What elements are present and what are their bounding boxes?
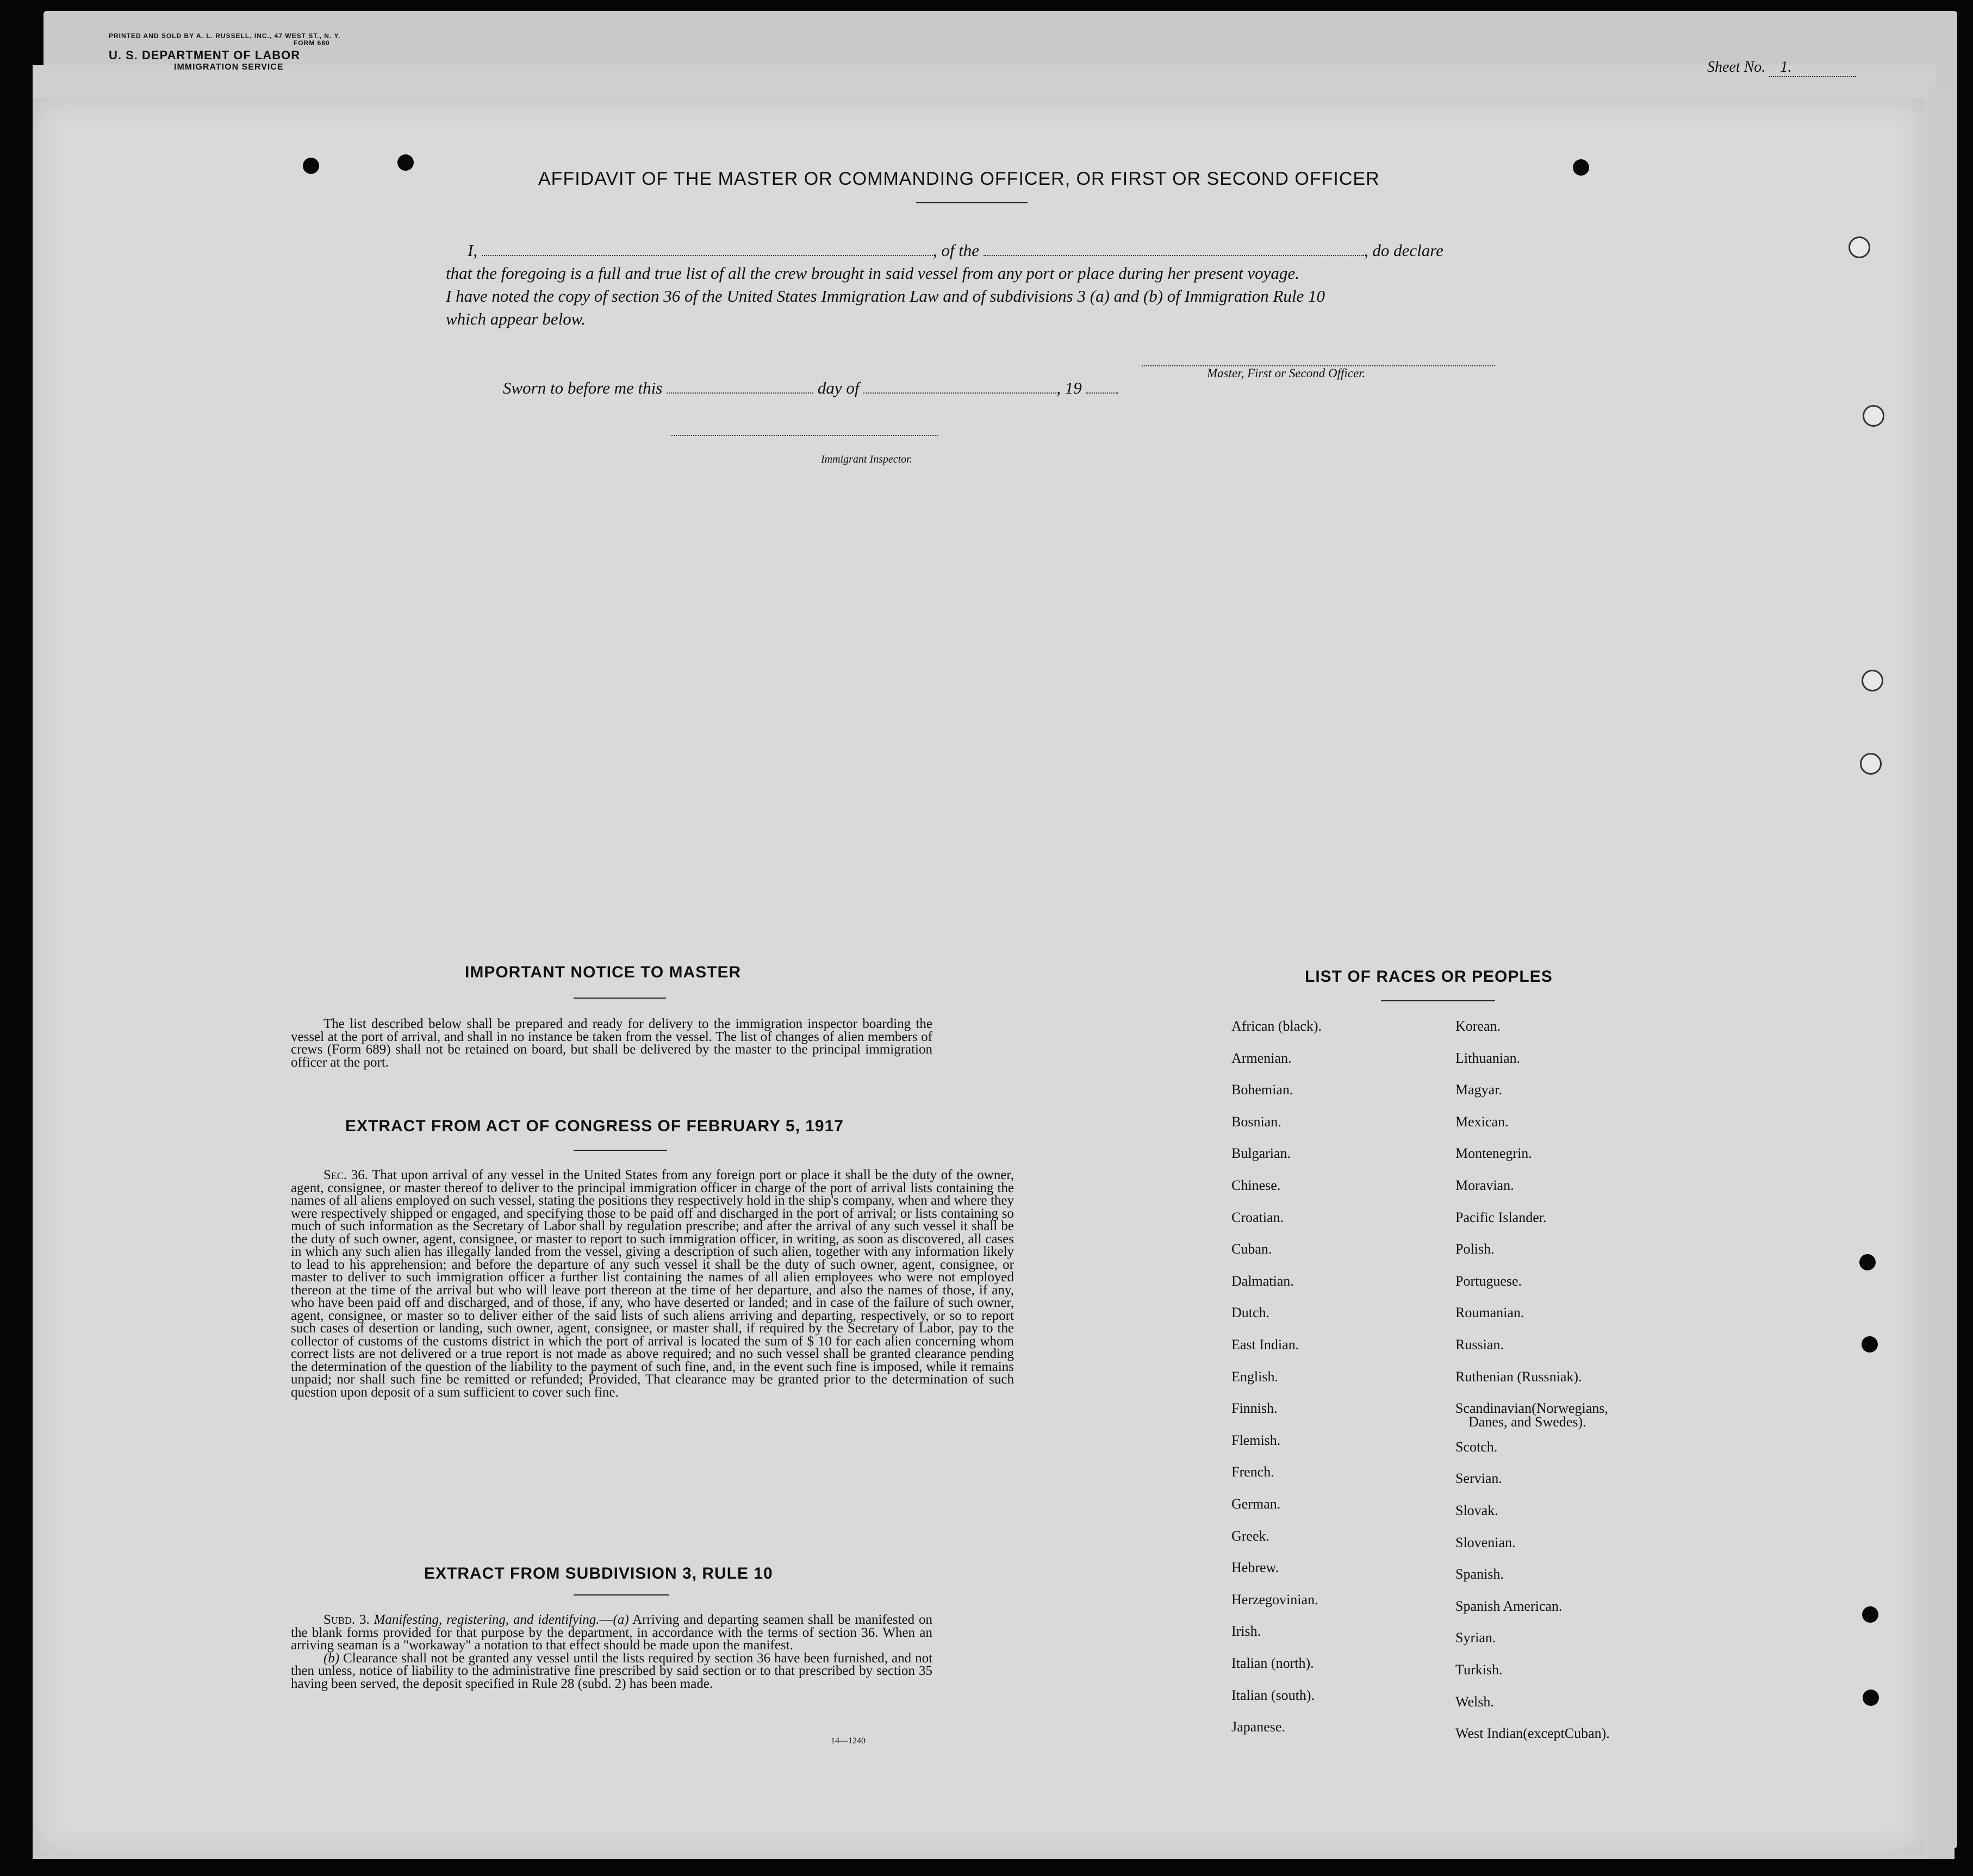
sheet-number-value: 1. <box>1769 59 1856 77</box>
punch-hole <box>1859 1254 1876 1270</box>
race-item: Dalmatian. <box>1231 1273 1294 1289</box>
form-code: 14—1240 <box>831 1736 866 1746</box>
race-item: African (black). <box>1231 1018 1322 1034</box>
signature-caption: Master, First or Second Officer. <box>1207 366 1366 380</box>
affidavit-line-2: that the foregoing is a full and true list of all the crew brought in said vessel from any port or place during her present voyage. <box>446 264 1299 283</box>
act-body: That upon arrival of any vessel in the United States from any foreign port or place it shall be the duty of the owner, agent, consignee, or master thereof to deliver to the principal immigration officer in charge of the port of arrival lists containing the names of all aliens employed on such vessel, stating the positions they respectively hold in the ship's company, when and where they were respectively shipped or engaged, and specifying those to be paid off and discharged in the port of arrival; or lists containing so much of such information as the Secretary of Labor shall by regulation prescribe; and after the arrival of any such vessel it shall be the duty of such owner, agent, consignee, or master to report to such immigration officer, in writing, as soon as discovered, all cases in which any such alien has illegally landed from the vessel, giving a description of such alien, together with any information likely to lead to his apprehension; and before the departure of any such vessel it shall be the duty of such owner, agent, consignee, or master to deliver to such immigration officer a further list containing the names of all alien employees who were not employed thereon at the time of the arrival but who will leave port thereon at the time of her departure, and also the names of those, if any, who have been paid off and discharged, and of those, if any, who have deserted or landed; and in case of the failure of such owner, agent, consignee, or master so to deliver either of the said lists of such aliens arriving and departing, respectively, or so to report such cases of desertion or landing, such owner, agent, consignee, or master shall, if required by the Secretary of Labor, pay to the collector of customs of the customs district in which the port of arrival is located the sum of $ 10 for each alien concerning whom correct lists are not delivered or a true report is not made as above required; and no such vessel shall be granted clearance pending the determination of the question of the liability to the payment of such fine, and, in the event such fine is imposed, while it remains unpaid; nor shall such fine be remitted or refunded; Provided, That clearance may be granted prior to the determination of such question upon deposit of a sum sufficient to cover such fine. <box>291 1168 1014 1400</box>
divider <box>574 998 666 999</box>
form-page <box>33 98 1925 1856</box>
service-name: IMMIGRATION SERVICE <box>174 62 284 72</box>
race-item: Turkish. <box>1455 1662 1503 1678</box>
race-item: Russian. <box>1455 1337 1504 1353</box>
year-label: , 19 <box>1056 378 1082 397</box>
race-item: Italian (north). <box>1231 1655 1314 1671</box>
race-item: Dutch. <box>1231 1305 1270 1321</box>
race-item: Hebrew. <box>1231 1560 1279 1576</box>
race-item: Polish. <box>1455 1241 1495 1257</box>
binder-ring <box>1860 753 1882 775</box>
affidavit-text <box>446 239 1495 331</box>
name-blank <box>482 255 933 256</box>
race-item: Cuban. <box>1231 1241 1272 1257</box>
race-item: Italian (south). <box>1231 1687 1315 1703</box>
race-item: Welsh. <box>1455 1693 1494 1710</box>
divider <box>574 1150 667 1151</box>
divider <box>574 1594 669 1595</box>
affidavit-of-the: , of the <box>932 241 980 260</box>
race-item: Montenegrin. <box>1455 1145 1532 1162</box>
race-item: Bohemian. <box>1231 1082 1293 1098</box>
race-item: Syrian. <box>1455 1630 1496 1646</box>
binder-ring <box>1848 236 1870 258</box>
punch-hole <box>1862 1336 1878 1353</box>
binder-ring <box>1862 670 1883 691</box>
race-item: Lithuanian. <box>1455 1050 1521 1066</box>
race-item: Ruthenian (Russniak). <box>1455 1368 1582 1385</box>
sworn-line <box>503 378 1118 398</box>
divider <box>916 202 1028 203</box>
inspector-caption: Immigrant Inspector. <box>821 453 912 465</box>
year-blank <box>1086 392 1118 394</box>
printer-line: PRINTED AND SOLD BY A. L. RUSSELL, INC., 47 WEST ST., N. Y. <box>109 32 341 40</box>
act-text <box>291 1169 1014 1399</box>
race-item: Servian. <box>1455 1470 1502 1487</box>
affidavit-title: AFFIDAVIT OF THE MASTER OR COMMANDING OFFICER, OR FIRST OR SECOND OFFICER <box>538 169 1380 189</box>
form-header <box>109 33 598 72</box>
race-item: Mexican. <box>1455 1113 1509 1130</box>
race-item: Spanish American. <box>1455 1598 1563 1614</box>
race-item: West Indian(exceptCuban). <box>1455 1725 1610 1742</box>
rule-heading: Manifesting, registering, and identifying. <box>374 1612 600 1627</box>
affidavit-line-3: I have noted the copy of section 36 of the United States Immigration Law and of subdivisions 3 (a) and (b) of Immigration Rule 10 <box>446 286 1325 306</box>
race-item: Armenian. <box>1231 1050 1292 1066</box>
rule-a-label: (a) <box>613 1612 629 1627</box>
race-item: Pacific Islander. <box>1455 1209 1547 1225</box>
race-item: Portuguese. <box>1455 1273 1522 1289</box>
sheet-number-label: Sheet No. <box>1707 59 1766 76</box>
rule-title: EXTRACT FROM SUBDIVISION 3, RULE 10 <box>424 1565 773 1582</box>
race-item: Moravian. <box>1455 1177 1514 1193</box>
rule-subd: Subd. 3. <box>323 1612 370 1627</box>
vessel-blank <box>984 255 1364 256</box>
race-item: English. <box>1231 1368 1278 1385</box>
race-item: Herzegovinian. <box>1231 1591 1318 1607</box>
department-name: U. S. DEPARTMENT OF LABOR <box>109 48 301 63</box>
affidavit-line-4: which appear below. <box>446 309 586 328</box>
binder-ring <box>1863 405 1884 427</box>
punch-hole <box>397 154 414 171</box>
rule-text: Subd. 3. Manifesting, registering, and identifying.—(a) Arriving and departing seamen shall be manifested on the blank forms provided for that purpose by the department, in accordance with the terms of section 36. When an arriving seaman is a "workaway" a notation to that effect should be made upon the manifest. (b) Clearance shall not be granted any vessel until the lists required by section 36 have been furnished, and not then unless, notice of liability to the administrative fine prescribed by said section or to that prescribed by section 35 having been served, the deposit specified in Rule 28 (subd. 2) has been made. <box>291 1612 933 1691</box>
punch-hole <box>1573 159 1589 176</box>
divider <box>1381 1000 1495 1001</box>
day-of-label: day of <box>817 378 860 397</box>
sheet-edge <box>1927 87 1955 1859</box>
rule-b-label: (b) <box>323 1650 340 1666</box>
race-item: Scotch. <box>1455 1438 1498 1455</box>
race-item: Chinese. <box>1231 1177 1281 1193</box>
rule-b-text: Clearance shall not be granted any vessel until the lists required by section 36 have been furnished, and not then unless, notice of liability to the administrative fine prescribed by said section or to that prescribed by section 35 having been served, the deposit specified in Rule 28 (subd. 2) has been made. <box>291 1650 933 1691</box>
race-item: Greek. <box>1231 1528 1270 1544</box>
race-item: Slovak. <box>1455 1503 1498 1518</box>
form-number: FORM 680 <box>294 39 330 47</box>
races-title: LIST OF RACES OR PEOPLES <box>1305 968 1553 986</box>
race-item: Slovenian. <box>1455 1534 1516 1550</box>
inspector-line <box>671 435 938 436</box>
month-blank <box>863 392 1056 394</box>
race-item: East Indian. <box>1231 1337 1299 1353</box>
day-blank <box>667 392 813 394</box>
race-item: Korean. <box>1455 1018 1501 1034</box>
race-item: Croatian. <box>1231 1209 1284 1225</box>
affidavit-line-1 <box>446 239 1495 262</box>
punch-hole <box>1862 1606 1878 1623</box>
sworn-label: Sworn to before me this <box>503 378 663 397</box>
race-item: Flemish. <box>1231 1432 1281 1448</box>
affidavit-i: I, <box>468 241 478 260</box>
race-item: Magyar. <box>1455 1082 1502 1098</box>
race-item: French. <box>1231 1464 1274 1480</box>
race-item: Spanish. <box>1455 1566 1504 1582</box>
race-item: German. <box>1231 1496 1281 1512</box>
punch-hole <box>303 158 319 174</box>
race-item: Bosnian. <box>1231 1113 1281 1130</box>
race-item-continuation: Danes, and Swedes). <box>1468 1414 1586 1430</box>
race-item: Scandinavian(Norwegians, <box>1455 1400 1608 1417</box>
affidavit-do-declare: , do declare <box>1364 241 1443 260</box>
race-item: Bulgarian. <box>1231 1145 1291 1162</box>
race-item: Irish. <box>1231 1623 1261 1640</box>
rule-a-text: Arriving and departing seamen shall be manifested on the blank forms provided for that purpose by the department, in accordance with the terms of section 36. When an arriving seaman is a "workaway" a notation to that effect should be made upon the manifest. <box>291 1612 933 1653</box>
race-item: Finnish. <box>1231 1400 1278 1417</box>
notice-body: The list described below shall be prepared and ready for delivery to the immigration inspector boarding the vessel at the port of arrival, and shall in no instance be taken from the vessel. The list of changes of alien members of crews (Form 689) shall not be retained on board, but shall be delivered by the master to the principal immigration officer at the port. <box>291 1017 932 1070</box>
race-item: Japanese. <box>1231 1719 1285 1735</box>
act-title: EXTRACT FROM ACT OF CONGRESS OF FEBRUARY 5, 1917 <box>345 1117 844 1135</box>
race-item: Roumanian. <box>1455 1305 1524 1321</box>
punch-hole <box>1863 1690 1879 1706</box>
sheet-number <box>1707 59 1856 77</box>
act-section: Sec. 36. <box>323 1168 368 1182</box>
notice-text <box>291 1018 932 1069</box>
notice-title: IMPORTANT NOTICE TO MASTER <box>465 963 742 981</box>
